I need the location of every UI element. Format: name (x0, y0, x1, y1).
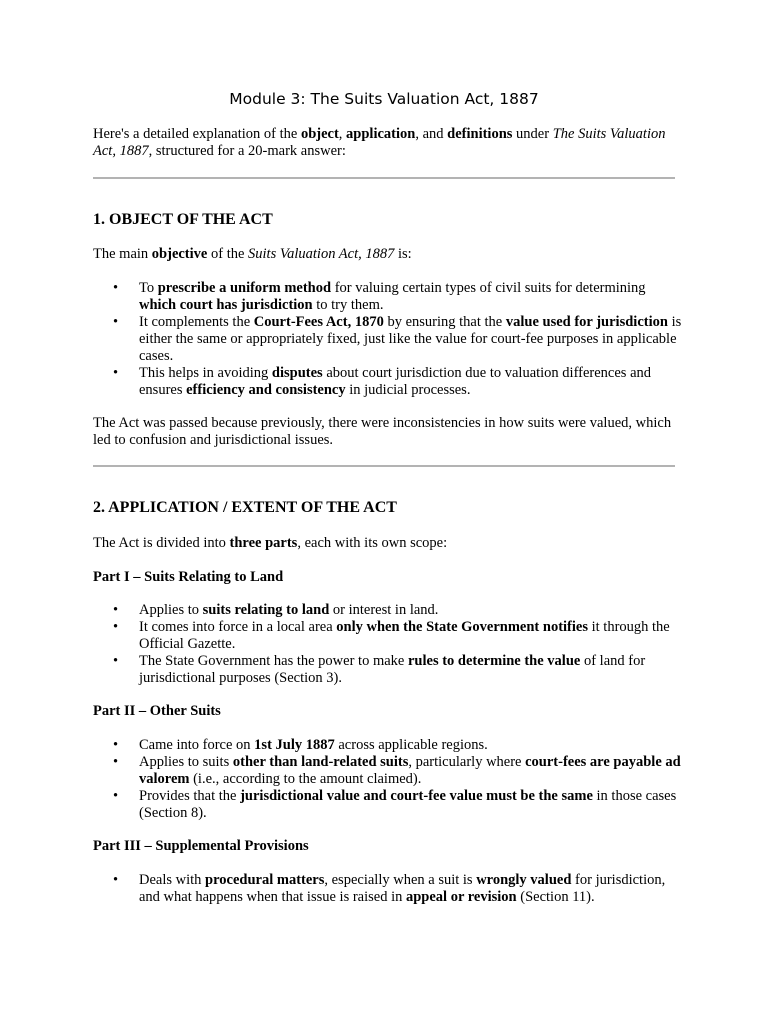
lead-text: of the (207, 246, 249, 262)
section-heading-object: 1. OBJECT OF THE ACT (93, 211, 273, 228)
horizontal-divider (93, 465, 675, 467)
document-title: Module 3: The Suits Valuation Act, 1887 (229, 90, 539, 108)
list-item: • This helps in avoiding disputes about court jurisdiction due to valuation differences and ensures efficiency and consistency in judicial processes. (113, 365, 652, 398)
bullet-glyph: • (113, 754, 119, 770)
part3-heading: Part III – Supplemental Provisions (93, 838, 309, 854)
bullet-glyph: • (113, 314, 119, 330)
bullet-glyph: • (113, 602, 119, 618)
bullet-glyph: • (113, 653, 119, 669)
list-item: • Deals with procedural matters, especially when a suit is wrongly valued for jurisdiction, and what happens when that issue is raised in appeal or revision (Section 11). (113, 872, 666, 905)
intro-text: , structured for a 20-mark answer: (148, 143, 346, 159)
part1-bullet-list (93, 602, 683, 687)
intro-italic-act-name: The Suits Valuation Act, 1887 (93, 126, 666, 159)
section-heading-application: 2. APPLICATION / EXTENT OF THE ACT (93, 499, 397, 516)
part2-bullet-list (93, 737, 683, 822)
list-item: • It comes into force in a local area only when the State Government notifies it through the Official Gazette. (113, 619, 670, 652)
lead-bold: objective (151, 246, 208, 262)
lead-text: The main (93, 246, 152, 262)
lead-text: is: (394, 246, 412, 262)
intro-bold-application: application (346, 126, 416, 142)
list-item: • Provides that the jurisdictional value and court-fee value must be the same in those cases (Section 8). (113, 788, 677, 821)
bullet-glyph: • (113, 788, 119, 804)
intro-bold-object: object (300, 126, 339, 142)
intro-paragraph (93, 126, 683, 160)
section1-bullet-list (93, 280, 683, 399)
horizontal-divider (93, 177, 675, 179)
list-item: • The State Government has the power to make rules to determine the value of land for jurisdictional purposes (Section 3). (113, 653, 646, 686)
section2-lead: The Act is divided into three parts, each with its own scope: (93, 535, 448, 551)
intro-text: , (338, 126, 347, 142)
bullet-glyph: • (113, 365, 119, 381)
intro-text: under (512, 126, 553, 142)
list-item: • It complements the Court-Fees Act, 1870 by ensuring that the value used for jurisdiction is either the same or appropriately fixed, just like the value for court-fee purposes in applicable cases. (113, 314, 682, 364)
lead-italic: Suits Valuation Act, 1887 (248, 246, 395, 262)
part3-bullet-list (93, 872, 683, 906)
bullet-glyph: • (113, 737, 119, 753)
intro-bold-definitions: definitions (447, 126, 513, 142)
intro-text: Here's a detailed explanation of the (93, 126, 301, 142)
bullet-glyph: • (113, 619, 119, 635)
section1-closing: The Act was passed because previously, there were inconsistencies in how suits were valued, which led to confusion and jurisdictional issues. (93, 415, 672, 448)
list-item: • Applies to suits other than land-related suits, particularly where court-fees are payable ad valorem (i.e., according to the amount claimed). (113, 754, 681, 787)
bullet-glyph: • (113, 872, 119, 888)
intro-text: , and (415, 126, 448, 142)
part2-heading: Part II – Other Suits (93, 703, 221, 719)
list-item: • Came into force on 1st July 1887 across applicable regions. (113, 737, 488, 753)
bullet-glyph: • (113, 280, 119, 296)
part1-heading: Part I – Suits Relating to Land (93, 569, 284, 585)
list-item: • To prescribe a uniform method for valuing certain types of civil suits for determining which court has jurisdiction to try them. (113, 280, 646, 313)
section1-lead (93, 246, 683, 263)
list-item: • Applies to suits relating to land or interest in land. (113, 602, 439, 618)
